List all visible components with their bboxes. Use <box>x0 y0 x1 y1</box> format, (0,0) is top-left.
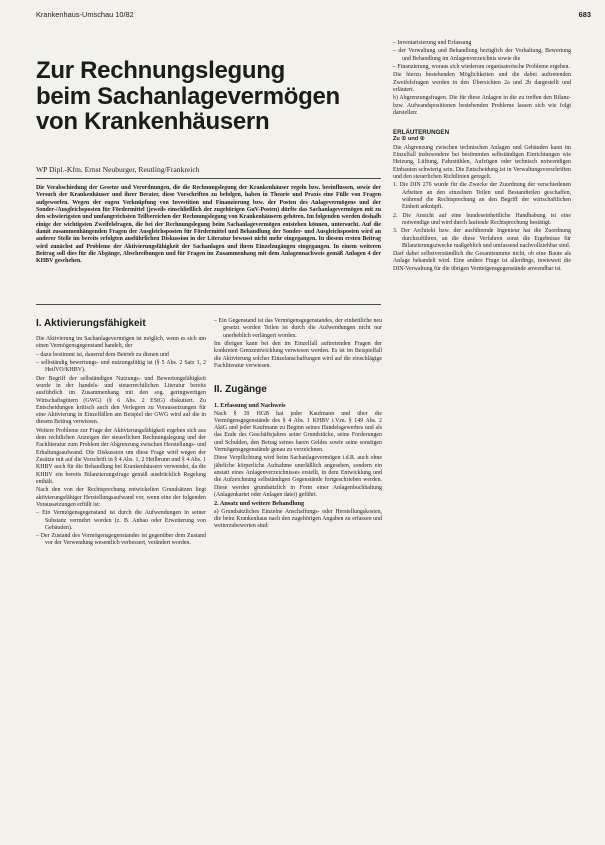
running-header: Krankenhaus-Umschau 10/82 <box>36 10 134 19</box>
paragraph: b) Abgrenzungsfragen. Die für diese Anlagen in die zu treffen den Bilanz- bzw. Aufwandspositionen bestehenden Probleme lassen sich wie folgt darstellen: <box>393 95 571 116</box>
author-line: WP Dipl.-Kfm. Ernst Neuburger, Reutling/Frankreich <box>36 165 200 174</box>
column-right <box>393 40 571 274</box>
divider <box>36 178 381 179</box>
paragraph: Im übrigen kann bei den im Einzelfall auftretenden Fragen der konkreten Grenzentwicklung verwiesen werden. Es ist im Beispielfall die Aktivierung solcher Einzelanschaffungen wird auf die einschlägige Fachliteratur verwiesen. <box>214 340 382 369</box>
page-number: 683 <box>578 10 591 19</box>
list-item: 3. Der Architekt bzw. der ausführende Ingenieur hat die Zuordnung durchzuführen, an die diese Verfahren sonst die Ergebnisse für Bilanzierungszwecke maßgeblich und umfassend nachvollziehbar sind. <box>393 228 571 249</box>
list-item: – Inventarisierung und Erfassung <box>393 40 472 46</box>
list-item: – Finanzierung, woraus sich wiederum organisatorische Probleme ergeben. <box>393 63 570 70</box>
abstract: Die Verabschiedung der Gesetze und Verordnungen, die die Rechnungslegung der Krankenhäuser regeln bzw. beeinflussen, sowie der Versuch der Krankenhäuser und ihrer Berater, diese Vorschriften zu befolgen, haben in Theorie und Praxis eine Fülle von Fragen aufgeworfen. Wegen der engen Verknüpfung von Investition und Finanzierung bzw. der Posten des Anlagevermögens und der Sonder-/Ausgleichsposten für Fördermittel (jeweils einschließlich der zugehörigen GuV-Posten) dürfte das Sachanlagevermögen mit zu den schwierigsten und umfangreichsten Teilbereichen der Rechnungslegung von Krankenhäusern gehören. Im folgenden werden deshalb einige der wichtigsten Zweifelsfragen, die bei der Rechnungslegung beim Sachanlagevermögen entstehen können, untersucht. Auf die damit zusammenhängenden Fragen der Ausgleichsposten für Fördermittel und Behandlung der Sonder- und Ausgleichsposten wird an anderer Stelle im bereits erfolgten ausführlichen Diskussion in der Literatur bewusst nicht mehr eingegangen. In diesem ersten Beitrag wird zunächst auf Probleme der Aktivierungsfähigkeit der Sachanlagen und ihren Einzelzugängen eingegangen. In einem weiteren Beitrag soll dies für die Abgänge, Abschreibungen und für Fragen im Zusammenhang mit dem Anlagennachweis gemäß Anlagen 4 der KHBV geschehen. <box>36 185 381 265</box>
list-item: – Ein Vermögensgegenstand ist durch die Aufwendungen in seiner Substanz vermehrt worden (z. B. Anbau oder Erweiterung von Gebäuden). <box>36 510 206 531</box>
section-heading: I. Aktivierungsfähigkeit <box>36 318 146 329</box>
paragraph: a) Grundsätzliches Einzelne Anschaffungs- oder Herstellungskosten, die beim Krankenhaus nach den zugehörigen Angaben zu erfassen und weiterzubewerten sind: <box>214 508 382 530</box>
paragraph: Darf dabei selbstverständlich die Gesamtsumme nicht, ob eine Baute als Anlage behandelt wird. Eine andere Frage ist allerdings, inwieweit die DIN-Verwaltung für die übrigen Vermögensgegenstände anwendbar ist. <box>393 251 571 272</box>
title-line: von Krankenhäusern <box>36 108 270 135</box>
list-item: – Ein Gegenstand ist das Vermögensgegenstandes, der einheitliche neu gesetzt worden Teilen ist durch die Aufwendungen nicht nur unerheblich verlängert worden. <box>214 318 382 339</box>
column-left <box>36 318 206 549</box>
title-line: beim Sachanlagevermögen <box>36 82 340 110</box>
list-item: 2. Die Ansicht auf eine bundeseinheitliche Handhabung ist eine notwendige und wird durch laufende Rechtsprechung bestätigt. <box>393 212 571 226</box>
paragraph: Weitere Probleme zur Frage der Aktivierungsfähigkeit ergeben sich aus dem rechtlichen Anzeigen der steuerlichen Rechnungslegung und der Fachliteratur zum Problem der Abgrenzung zwischen Herstellungs- und Erhaltungsaufwand. Die Diskussion um diese Frage wird wegen der Zusätze mit auf die Vorschrift in § 4 Abs. 1, 2 Heilbrunn und § 4 Abs. 1 KHBV auch für die Behandlung bei Krankenhäusern verwendet, da die KHBV ein bereits Bilanzierungsfrage gemäß ausdrücklich Regelung enthält. <box>36 427 206 485</box>
list-item: – Der Zustand des Vermögensgegenstandes ist gegenüber dem Zustand vor der Verwendung wesentlich verbessert, verändert worden. <box>36 533 206 547</box>
title-line: Zur Rechnungslegung <box>36 57 285 84</box>
paragraph: Die Abgrenzung zwischen technischen Anlagen und Gebäuden kann im Einzelfall insbesondere bei bestimmten selbständigen Einrichtungen wie Heizung, Lüftung, Fahrstühlen, Aufzügen oder technisch notwendigen Einbauten schwierig sein. Die Entscheidung ist in Verwaltungsvorschriften und den steuerlichen Richtlinien geregelt. <box>393 144 571 180</box>
list-item: – selbständig bewertungs- und nutzungsfähig ist (§ 5 Abs. 2 Satz 1, 2 HeilVO/KHBV). <box>36 359 206 374</box>
list-item: 1. Die DIN 276 wurde für die Zwecke der Zuordnung der verschiedenen Arbeiten an den einzelnen Teilen und Bestandteilen geschaffen, während die Rechtsprechung an den Begriff der wirtschaftlichen Einheit anknüpft. <box>393 182 571 211</box>
divider <box>36 304 381 305</box>
paragraph: Die Aktivierung im Sachanlagevermögen ist möglich, wenn es sich um einen Vermögensgegenstand handelt, der <box>36 336 206 350</box>
list-item: – der Verwaltung und Behandlung bezüglich der Vorhaltung, Bewertung und Behandlung im Anlagenverzeichnis sowie die <box>393 48 571 62</box>
paragraph: Diese Verpflichtung wird beim Sachanlagevermögen i.d.R. auch ohne jährliche körperliche Aufnahme unerläßlich angesehen, sondern ein anstatt eines Anlagenverzeichnisses erstellt, in dem Entwicklung und die Aufzeichnung selbständigen Gegenstände fortgeschrieben werden. Diese werden grundsätzlich in Form einer Anlagenbuchhaltung (Anlagenkartei oder Anlagen datei) geführt. <box>214 455 382 498</box>
paragraph: Der Begriff der selbständigen Nutzungs- und Bewertungsfähigkeit wurde in der handels- und steuerrechtlichen Literatur bereits ausführlich im Zusammenhang mit den sog. geringwertigen Wirtschaftsgütern (GWG) (§ 6 Abs. 2 EStG) diskutiert. Zu Entscheidungen kritisch auch den Verlegern zu Voraussetzungen für eine Aktivierung in Einzelfällen am Beispiel der GWG wird auf die in diesem Beitrag verwiesen. <box>36 375 206 426</box>
paragraph: Nach den von der Rechtsprechung entwickelten Grundsätzen liegt aktivierungsfähiger Herstellungsaufwand vor, wenn eine der folgenden Voraussetzungen erfüllt ist: <box>36 487 206 508</box>
article-title <box>36 58 340 135</box>
list-item: – dazu bestimmt ist, dauernd dem Betrieb zu dienen und <box>36 351 169 358</box>
paragraph: Nach § 39 HGB hat jeder Kaufmann und über die Vermögensgegenstände des § 4 Abs. 1 KHBV i.V.m. § 149 Abs. 2 AktG und jeder Kaufmann zu Beginn seines Handelsgewerbes und als das Ende des Geschäftsjahres seine Grundstücke, seine Forderungen und Schulden, den Betrag seines baren Geldes sowie seine sonstigen Vermögensgegenstände genau zu verzeichnen. <box>214 410 382 454</box>
notes-heading: ERLÄUTERUNGEN <box>393 129 450 137</box>
note-reference: Zu ① und ② <box>393 136 425 143</box>
subheading: 2. Ansatz und weitere Behandlung <box>214 500 305 508</box>
paragraph: Die hierzu bestehenden Möglichkeiten und die dabei auftretenden Zweifelsfragen werden in den Übersichten 2a und 2b dargestellt und erläutert. <box>393 72 571 93</box>
subheading: 1. Erfassung und Nachweis <box>214 402 286 410</box>
section-heading: II. Zugänge <box>214 384 267 396</box>
column-middle <box>214 318 382 532</box>
